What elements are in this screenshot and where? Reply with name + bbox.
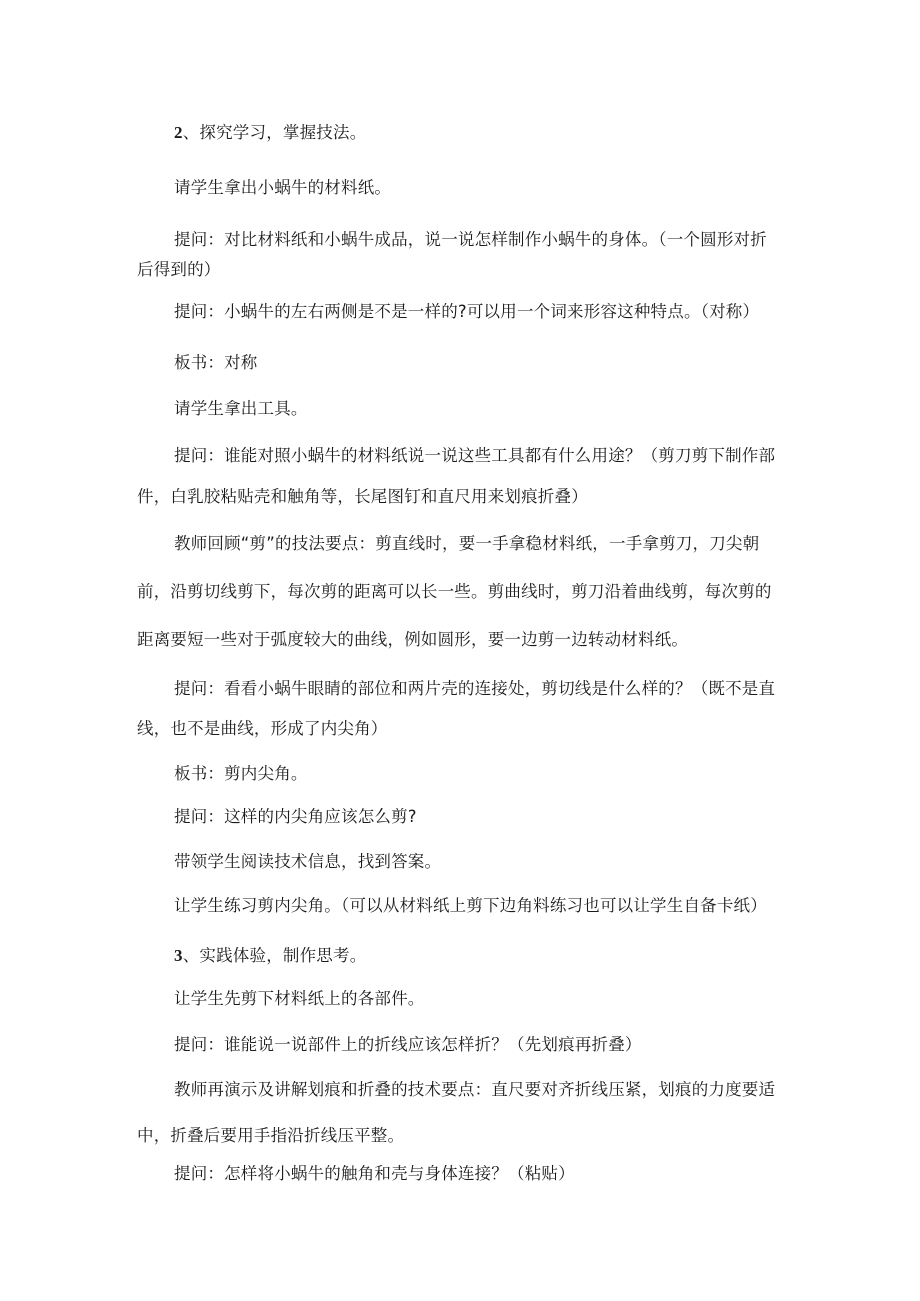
paragraph: 提问：这样的内尖角应该怎么剪? (174, 807, 417, 826)
paragraph: 请学生拿出小蜗牛的材料纸。 (174, 178, 392, 197)
section-heading-2 (174, 123, 366, 143)
paragraph-line: 线，也不是曲线，形成了内尖角） (137, 719, 388, 738)
paragraph-line: 前，沿剪切线剪下，每次剪的距离可以长一些。剪曲线时，剪刀沿着曲线剪，每次剪的 (137, 582, 772, 601)
blackboard-note: 板书：剪内尖角。 (174, 764, 308, 783)
paragraph-line: 教师再演示及讲解划痕和折叠的技术要点：直尺要对齐折线压紧，划痕的力度要适 (174, 1080, 776, 1099)
paragraph-line: 中，折叠后要用手指沿折线压平整。 (137, 1126, 405, 1145)
paragraph: 让学生练习剪内尖角。（可以从材料纸上剪下边角料练习也可以让学生自备卡纸） (174, 896, 767, 915)
paragraph: 提问：谁能说一说部件上的折线应该怎样折？（先划痕再折叠） (174, 1035, 642, 1054)
section-heading-3 (174, 946, 366, 966)
paragraph-line: 教师回顾“剪”的技法要点：剪直线时，要一手拿稳材料纸，一手拿剪刀，刀尖朝 (174, 534, 760, 553)
section-title: 、探究学习，掌握技法。 (182, 123, 367, 142)
blackboard-note: 板书：对称 (174, 353, 258, 372)
paragraph-line: 提问：看看小蜗牛眼睛的部位和两片壳的连接处，剪切线是什么样的？（既不是直 (174, 679, 776, 698)
paragraph: 提问：小蜗牛的左右两侧是不是一样的?可以用一个词来形容这种特点。（对称） (174, 302, 760, 321)
paragraph-line: 后得到的） (137, 260, 221, 279)
paragraph: 带领学生阅读技术信息，找到答案。 (174, 852, 442, 871)
paragraph-line: 提问：谁能对照小蜗牛的材料纸说一说这些工具都有什么用途？（剪刀剪下制作部 (174, 446, 776, 465)
section-number: 2 (174, 123, 183, 142)
paragraph: 请学生拿出工具。 (174, 399, 308, 418)
section-number: 3 (174, 946, 183, 965)
paragraph-line: 提问：对比材料纸和小蜗牛成品，说一说怎样制作小蜗牛的身体。（一个圆形对折 (174, 230, 767, 249)
paragraph-line: 距离要短一些对于弧度较大的曲线，例如圆形，要一边剪一边转动材料纸。 (137, 630, 689, 649)
section-title: 、实践体验，制作思考。 (182, 946, 367, 965)
paragraph: 提问：怎样将小蜗牛的触角和壳与身体连接？（粘贴） (174, 1164, 575, 1183)
paragraph-line: 件，白乳胶粘贴壳和触角等，长尾图钉和直尺用来划痕折叠） (137, 487, 588, 506)
paragraph: 让学生先剪下材料纸上的各部件。 (174, 989, 425, 1008)
